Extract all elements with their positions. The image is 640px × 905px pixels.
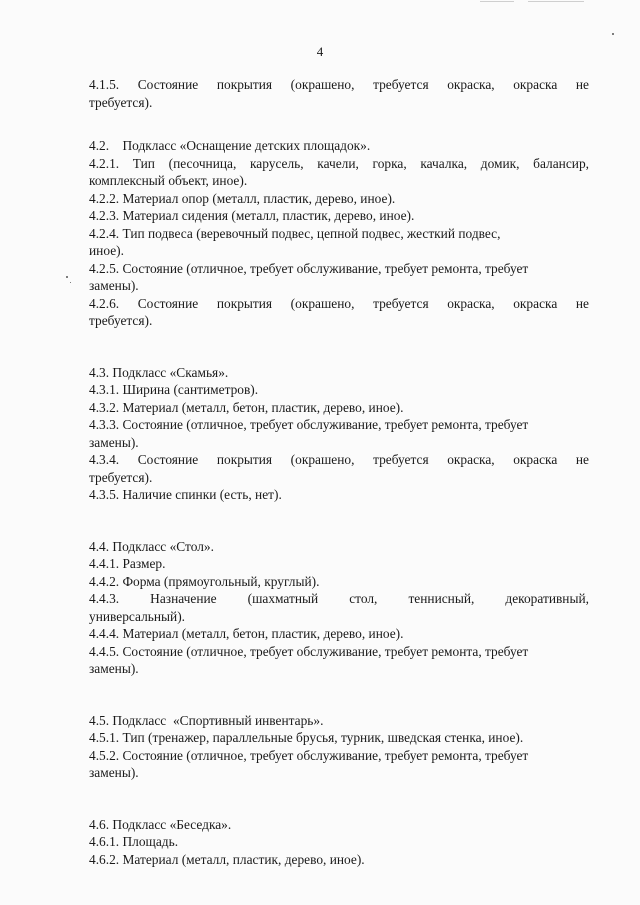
- section-heading: 4.6. Подкласс «Беседка».: [89, 816, 232, 832]
- paragraph-line: 4.6.1. Площадь.: [89, 834, 179, 849]
- paragraph-line: 4.4.4. Материал (металл, бетон, пластик, дерево, иное).: [89, 626, 404, 641]
- section-heading: 4.3. Подкласс «Скамья».: [89, 364, 229, 380]
- paragraph-line: 4.3.1. Ширина (сантиметров).: [89, 382, 259, 397]
- paragraph-line: 4.2.1. Тип (песочница, карусель, качели, горка, качалка, домик, балансир,: [89, 155, 589, 171]
- paragraph-line: 4.2.2. Материал опор (металл, пластик, дерево, иное).: [89, 190, 396, 206]
- scan-artifact: [528, 1, 584, 2]
- paragraph-line: замены).: [89, 765, 139, 780]
- paragraph-line: замены).: [89, 278, 139, 293]
- paragraph-line: 4.3.3. Состояние (отличное, требует обслуживание, требует ремонта, требует: [89, 417, 529, 432]
- scan-speck: [70, 282, 71, 283]
- section-heading: 4.5. Подкласс «Спортивный инвентарь».: [89, 712, 324, 728]
- paragraph-line: 4.4.2. Форма (прямоугольный, круглый).: [89, 573, 320, 589]
- document-body: [89, 76, 589, 868]
- paragraph-line: 4.2.6. Состояние покрытия (окрашено, требуется окраска, окраска не: [89, 295, 589, 311]
- section-heading: 4.4. Подкласс «Стол».: [89, 538, 214, 554]
- paragraph-line: 4.5.1. Тип (тренажер, параллельные брусья, турник, шведская стенка, иное).: [89, 730, 524, 745]
- paragraph-line: 4.2.4. Тип подвеса (веревочный подвес, цепной подвес, жесткий подвес,: [89, 225, 501, 241]
- paragraph-line: 4.5.2. Состояние (отличное, требует обслуживание, требует ремонта, требует: [89, 747, 529, 763]
- paragraph-line: универсальный).: [89, 608, 186, 624]
- scan-speck: [66, 276, 68, 278]
- paragraph-line: 4.2.3. Материал сидения (металл, пластик, дерево, иное).: [89, 208, 415, 223]
- paragraph-line: 4.4.1. Размер.: [89, 556, 166, 571]
- paragraph-line: требуется).: [89, 313, 153, 328]
- paragraph-line: замены).: [89, 434, 139, 450]
- paragraph-line: комплексный объект, иное).: [89, 173, 248, 188]
- paragraph-line: 4.3.5. Наличие спинки (есть, нет).: [89, 487, 282, 502]
- paragraph-line: требуется).: [89, 469, 153, 485]
- scan-artifact: [480, 1, 514, 2]
- paragraph-line: 4.2.5. Состояние (отличное, требует обслуживание, требует ремонта, требует: [89, 260, 529, 276]
- section-heading: 4.2. Подкласс «Оснащение детских площадок».: [89, 138, 371, 153]
- paragraph-line: 4.4.3. Назначение (шахматный стол, теннисный, декоративный,: [89, 591, 589, 606]
- paragraph-line: требуется).: [89, 94, 153, 110]
- paragraph-line: иное).: [89, 243, 124, 258]
- paragraph-line: замены).: [89, 661, 139, 676]
- paragraph-line: 4.6.2. Материал (металл, пластик, дерево, иное).: [89, 851, 365, 867]
- paragraph-line: 4.1.5. Состояние покрытия (окрашено, требуется окраска, окраска не: [89, 77, 589, 92]
- paragraph-line: 4.3.2. Материал (металл, бетон, пластик, дерево, иное).: [89, 399, 404, 415]
- paragraph-line: 4.3.4. Состояние покрытия (окрашено, требуется окраска, окраска не: [89, 452, 589, 467]
- page-number: 4: [316, 44, 324, 59]
- scan-speck: [612, 33, 614, 35]
- paragraph-line: 4.4.5. Состояние (отличное, требует обслуживание, требует ремонта, требует: [89, 643, 529, 659]
